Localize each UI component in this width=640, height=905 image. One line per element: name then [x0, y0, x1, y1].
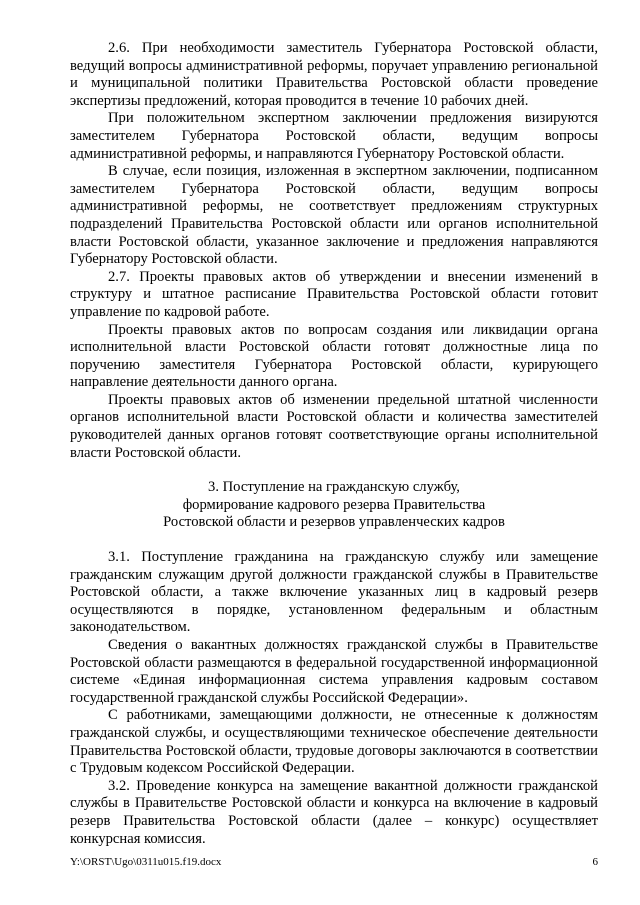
document-body [70, 40, 598, 848]
paragraph-staff-limit: Проекты правовых актов об изменении предельной штатной численности органов исполнительной власти Ростовской области и количества заместителей руководителей данных органов готовят соответствующие органы исполнительной власти Ростовской области. [70, 391, 598, 461]
paragraph-3-1: 3.1. Поступление гражданина на гражданскую службу или замещение гражданским служащим другой должности гражданской службы в Правительстве Ростовской области, а также включение указанных лиц в кадровый резерв осуществляются в порядке, установленном федеральным и областным законодательством. [70, 549, 598, 636]
section-heading-line-1: 3. Поступление на гражданскую службу, [208, 479, 460, 496]
paragraph-2-6: 2.6. При необходимости заместитель Губернатора Ростовской области, ведущий вопросы административной реформы, поручает управлению региональной и муниципальной политики Правительства Ростовской области проведение экспертизы предложений, которая проводится в течение 10 рабочих дней. [70, 40, 598, 109]
footer-file-path: Y:\ORST\Ugo\0311u015.f19.docx [70, 856, 222, 868]
paragraph-organ-creation: Проекты правовых актов по вопросам создания или ликвидации органа исполнительной власти Ростовской области готовят должностные лица по поручению заместителя Губернатора Ростовской области, курирующего направление деятельности данного органа. [70, 321, 598, 391]
paragraph-expert-disagreement: В случае, если позиция, изложенная в экспертном заключении, подписанном заместителем Губернатора Ростовской области, ведущим вопросы административной реформы, не соответствует предложениям структурных подразделений Правительства Ростовской области или органов исполнительной власти Ростовской области, указанное заключение и предложения направляются Губернатору Ростовской области. [70, 163, 598, 268]
paragraph-vacancies-info: Сведения о вакантных должностях гражданской службы в Правительстве Ростовской области размещаются в федеральной государственной информационной системе «Единая информационная система управления кадровым составом государственной гражданской службы Российской Федерации». [70, 637, 598, 706]
footer-page-number: 6 [592, 856, 598, 868]
section-3-heading [70, 479, 598, 532]
section-heading-line-2: формирование кадрового резерва Правительства [182, 496, 486, 513]
paragraph-labor-contracts: С работниками, замещающими должности, не отнесенные к должностям гражданской службы, и осуществляющими техническое обеспечение деятельности Правительства Ростовской области, трудовые договоры заключаются в соответствии с Трудовым кодексом Российской Федерации. [70, 707, 598, 777]
paragraph-2-7: 2.7. Проекты правовых актов об утверждении и внесении изменений в структуру и штатное расписание Правительства Ростовской области готовит управление по кадровой работе. [70, 268, 598, 320]
paragraph-3-2: 3.2. Проведение конкурса на замещение вакантной должности гражданской службы в Правительстве Ростовской области и конкурса на включение в кадровый резерв Правительства Ростовской области (далее – конкурс) осуществляет конкурсная комиссия. [70, 777, 598, 847]
section-heading-line-3: Ростовской области и резервов управленческих кадров [163, 514, 505, 531]
paragraph-expert-approval: При положительном экспертном заключении предложения визируются заместителем Губернатора Ростовской области, ведущим вопросы административной реформы, и направляются Губернатору Ростовской области. [70, 110, 598, 162]
